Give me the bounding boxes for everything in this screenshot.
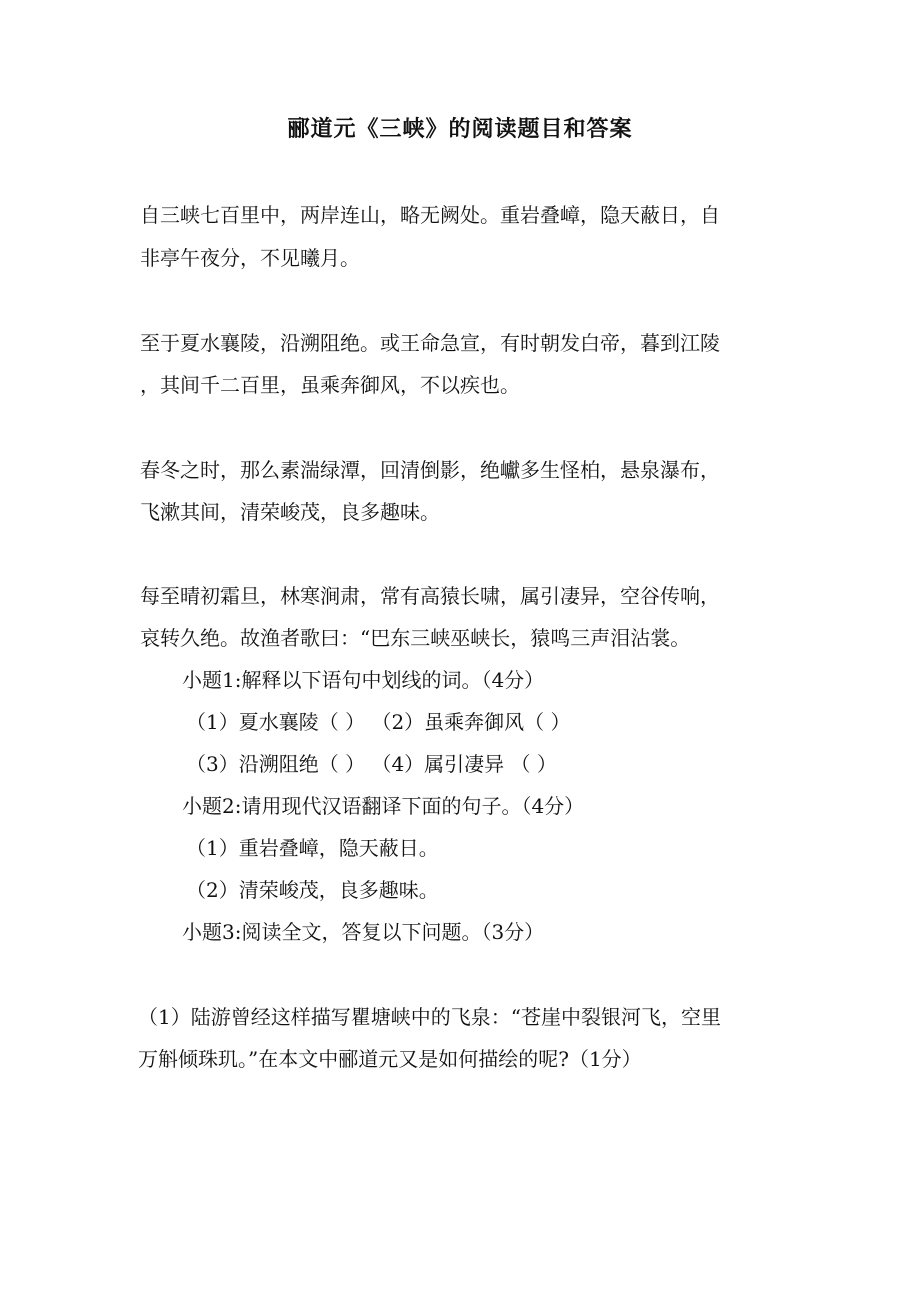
paragraph-2-line-1: 至于夏水襄陵，沿溯阻绝。或王命急宣，有时朝发白帝，暮到江陵: [140, 331, 720, 355]
question-1-item-row-1: （1）夏水襄陵（ ） （2）虽乘奔御风（ ）: [186, 710, 571, 734]
paragraph-4-line-2: 哀转久绝。故渔者歌曰：“巴东三峡巫峡长，猿鸣三声泪沾裳。: [140, 626, 691, 650]
paragraph-4-line-1: 每至晴初霜旦，林寒涧肃，常有高猿长啸，属引凄异，空谷传响，: [140, 584, 720, 608]
paragraph-1-line-1: 自三峡七百里中，两岸连山，略无阙处。重岩叠嶂，隐天蔽日，自: [140, 203, 720, 227]
paragraph-3-line-2: 飞漱其间，清荣峻茂，良多趣味。: [140, 500, 440, 524]
question-2-item-2: （2）清荣峻茂，良多趣味。: [186, 878, 439, 902]
question-3-item-1-line-1: （1）陆游曾经这样描写瞿塘峡中的飞泉：“苍崖中裂银河飞，空里: [138, 1005, 721, 1029]
paragraph-3-line-1: 春冬之时，那么素湍绿潭，回清倒影，绝巘多生怪柏，悬泉瀑布，: [140, 458, 720, 482]
paragraph-2-line-2: ，其间千二百里，虽乘奔御风，不以疾也。: [140, 373, 520, 397]
paragraph-1-line-2: 非亭午夜分，不见曦月。: [140, 246, 360, 270]
document-title: 郦道元《三峡》的阅读题目和答案: [287, 116, 633, 142]
question-3: 小题3:阅读全文，答复以下问题。（3分）: [182, 920, 545, 944]
question-3-item-1-line-2: 万斛倾珠玑。”在本文中郦道元又是如何描绘的呢?（1分）: [138, 1047, 642, 1071]
question-1: 小题1:解释以下语句中划线的词。（4分）: [182, 668, 545, 692]
question-2-item-1: （1）重岩叠嶂，隐天蔽日。: [186, 836, 439, 860]
question-1-item-row-2: （3）沿溯阻绝（ ） （4）属引凄异 （ ）: [186, 752, 557, 776]
question-2: 小题2:请用现代汉语翻译下面的句子。（4分）: [182, 794, 585, 818]
